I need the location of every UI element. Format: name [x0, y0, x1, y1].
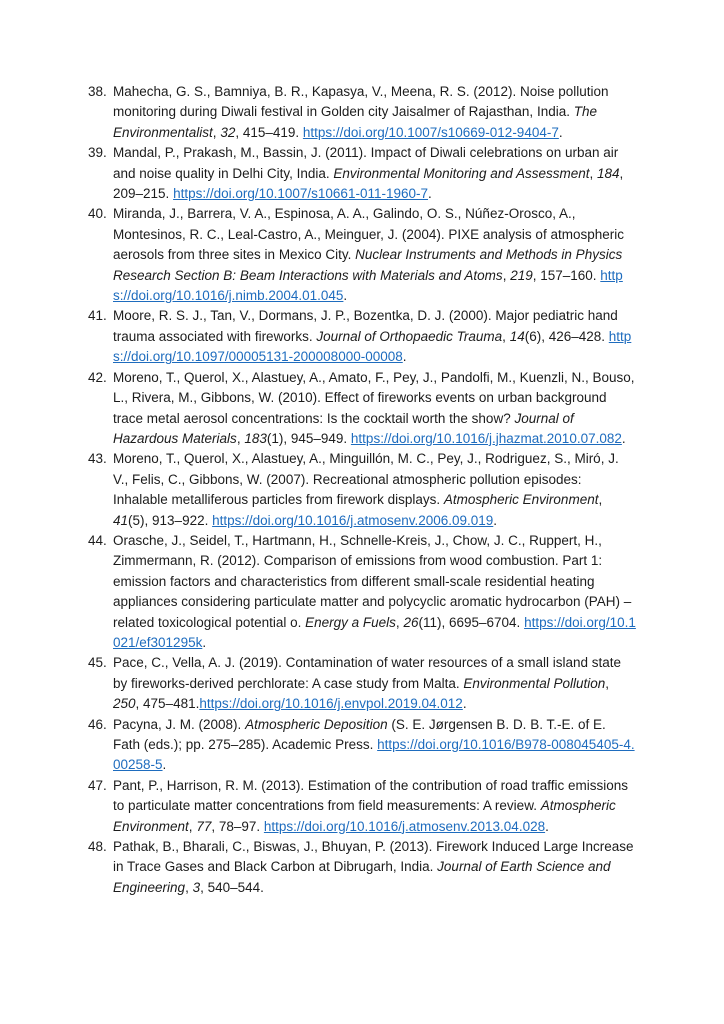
doi-link[interactable]: https://doi.org/10.1007/s10661-011-1960-7: [173, 186, 429, 202]
text-segment: ,: [502, 267, 511, 283]
italic-text-segment: Atmospheric Deposition: [245, 716, 388, 732]
text-segment: .: [558, 124, 563, 140]
text-segment: ,: [605, 675, 610, 691]
text-segment: , 157–160.: [532, 267, 601, 283]
reference-item: [88, 776, 636, 837]
text-segment: Pathak, B., Bharali, C., Biswas, J., Bhuyan, P. (2013). Firework Induced Large Increase in Trace Gases and Black Carbon at Dibrugarh, India.: [113, 839, 634, 875]
text-segment: .: [621, 430, 626, 446]
text-segment: , 78–97.: [211, 818, 264, 834]
reference-text: [113, 370, 635, 446]
reference-item: [88, 143, 636, 204]
text-segment: .: [162, 757, 167, 773]
reference-number: 39.: [88, 145, 107, 161]
text-segment: Miranda, J., Barrera, V. A., Espinosa, A. A., Galindo, O. S., Núñez-Orosco, A., Montesinos, R. C., Leal-Castro, A., Meinguer, J. (2004). PIXE analysis of atmospheric aerosols from three sites in Mexico City.: [113, 206, 624, 263]
reference-text: [113, 308, 631, 364]
reference-number: 41.: [88, 308, 107, 324]
reference-item: [88, 531, 636, 653]
reference-number: 38.: [88, 84, 107, 99]
reference-item: [88, 306, 636, 367]
italic-text-segment: 183: [244, 430, 267, 446]
text-segment: , 540–544.: [200, 879, 264, 895]
italic-text-segment: Environmental Pollution: [463, 675, 606, 691]
text-segment: Mahecha, G. S., Bamniya, B. R., Kapasya, V., Meena, R. S. (2012). Noise pollution monitoring during Diwali festival in Golden city Jaisalmer of Rajasthan, India.: [113, 84, 609, 120]
doi-link[interactable]: https://doi.org/10.1007/s10669-012-9404-7: [302, 124, 559, 140]
text-segment: .: [493, 512, 498, 528]
text-segment: (11), 6695–6704.: [418, 614, 525, 630]
italic-text-segment: Journal of Hazardous Materials: [113, 410, 574, 446]
reference-item: [88, 837, 636, 898]
text-segment: (5), 913–922.: [128, 512, 213, 528]
reference-item: [88, 653, 636, 714]
italic-text-segment: 26: [403, 614, 419, 630]
text-segment: .: [428, 186, 432, 202]
text-segment: ,: [188, 818, 197, 834]
text-segment: ,: [502, 328, 510, 344]
reference-number: 48.: [88, 839, 107, 855]
reference-number: 43.: [88, 451, 107, 467]
reference-text: [113, 451, 619, 527]
doi-link[interactable]: https://doi.org/10.1016/j.atmosenv.2006.09.019: [212, 512, 494, 528]
reference-text: [113, 84, 609, 140]
text-segment: ,: [212, 124, 221, 140]
text-segment: .: [462, 696, 467, 712]
italic-text-segment: Atmospheric Environment: [443, 492, 599, 508]
text-segment: Orasche, J., Seidel, T., Hartmann, H., Schnelle-Kreis, J., Chow, J. C., Ruppert, H., Zimmermann, R. (2012). Comparison of emissions from wood combustion. Part 1: emission factors and characteristics from different small-scale residential heating appliances considering particulate matter and polycyclic aromatic hydrocarbon (PAH) – related toxicological potential o.: [113, 532, 632, 630]
text-segment: , 209–215.: [113, 165, 624, 202]
reference-number: 42.: [88, 369, 107, 385]
reference-text: [113, 778, 628, 834]
italic-text-segment: Atmospheric Environment: [113, 798, 616, 834]
doi-link[interactable]: https://doi.org/10.1016/j.atmosenv.2013.04.028: [263, 818, 546, 834]
italic-text-segment: 14: [509, 328, 525, 344]
italic-text-segment: Environmental Monitoring and Assessment: [333, 165, 590, 181]
text-segment: Moreno, T., Querol, X., Alastuey, A., Amato, F., Pey, J., Pandolfi, M., Kuenzli, N., Bouso, L., Rivera, M., Gibbons, W. (2010). Effect of fireworks events on urban background trace metal aerosol concentrations: Is the cocktail worth the show?: [113, 369, 635, 426]
doi-link[interactable]: https://doi.org/10.1097/00005131-200008000-00008: [113, 328, 632, 365]
text-segment: Pant, P., Harrison, R. M. (2013). Estimation of the contribution of road traffic emissions to particulate matter concentrations from field measurements: A review.: [113, 777, 628, 814]
reference-text: [113, 717, 635, 773]
text-segment: ,: [589, 165, 598, 181]
italic-text-segment: 184: [597, 165, 620, 181]
italic-text-segment: Journal of Orthopaedic Trauma: [316, 328, 503, 344]
italic-text-segment: 3: [192, 879, 201, 895]
doi-link[interactable]: https://doi.org/10.1016/j.envpol.2019.04.012: [199, 696, 463, 712]
italic-text-segment: Nuclear Instruments and Methods in Physics Research Section B: Beam Interactions with Materials and Atoms: [113, 247, 623, 283]
reference-number: 44.: [88, 532, 107, 548]
text-segment: ,: [185, 879, 193, 895]
reference-item: [88, 204, 636, 306]
text-segment: .: [343, 288, 348, 304]
text-segment: Pacyna, J. M. (2008).: [113, 716, 246, 732]
text-segment: Moore, R. S. J., Tan, V., Dormans, J. P., Bozentka, D. J. (2000). Major pediatric hand trauma associated with fireworks.: [113, 308, 618, 344]
text-segment: (S. E. Jørgensen B. D. B. T.-E. of E. Fath (eds.); pp. 275–285). Academic Press.: [113, 716, 606, 752]
italic-text-segment: 219: [510, 267, 533, 283]
text-segment: Moreno, T., Querol, X., Alastuey, A., Minguillón, M. C., Pey, J., Rodriguez, S., Miró, J. V., Felis, C., Gibbons, W. (2007). Recreational atmospheric pollution episodes: Inhalable metalliferous particles from firework displays.: [113, 451, 619, 508]
doi-link[interactable]: https://doi.org/10.1016/j.jhazmat.2010.07.082: [350, 430, 622, 446]
reference-item: [88, 368, 636, 450]
text-segment: , 475–481.: [135, 696, 200, 712]
reference-text: [113, 533, 636, 650]
text-segment: Pace, C., Vella, A. J. (2019). Contamination of water resources of a small island state by fireworks-derived perchlorate: A case study from Malta.: [113, 655, 621, 691]
italic-text-segment: 32: [220, 124, 236, 140]
reference-text: [113, 655, 621, 711]
text-segment: ,: [598, 492, 603, 508]
text-segment: ,: [395, 614, 404, 630]
text-segment: .: [202, 634, 207, 650]
reference-item: [88, 82, 636, 143]
italic-text-segment: Energy a Fuels: [305, 614, 396, 630]
reference-text: [113, 145, 623, 201]
text-segment: .: [545, 818, 549, 834]
reference-item: [88, 715, 636, 776]
italic-text-segment: The Environmentalist: [113, 104, 597, 140]
reference-number: 47.: [88, 777, 107, 793]
text-segment: ,: [236, 430, 245, 446]
reference-text: [113, 206, 624, 303]
reference-number: 40.: [88, 206, 107, 222]
reference-number: 45.: [88, 655, 107, 671]
text-segment: , 415–419.: [235, 124, 303, 140]
reference-text: [113, 839, 634, 895]
text-segment: (6), 426–428.: [524, 328, 609, 344]
doi-link[interactable]: https://doi.org/10.1016/B978-008045405-4.00258-5: [113, 737, 635, 773]
doi-link[interactable]: https://doi.org/10.1016/j.nimb.2004.01.045: [113, 267, 623, 304]
doi-link[interactable]: https://doi.org/10.1021/ef301295k: [113, 614, 636, 650]
text-segment: Mandal, P., Prakash, M., Bassin, J. (2011). Impact of Diwali celebrations on urban air and noise quality in Delhi City, India.: [113, 145, 619, 181]
reference-number: 46.: [88, 716, 107, 732]
reference-item: [88, 449, 636, 531]
text-segment: .: [402, 349, 407, 365]
italic-text-segment: 77: [196, 818, 212, 834]
italic-text-segment: Journal of Earth Science and Engineering: [113, 859, 611, 895]
reference-list: [88, 82, 636, 898]
text-segment: (1), 945–949.: [266, 430, 351, 446]
italic-text-segment: 250: [113, 696, 136, 712]
italic-text-segment: 41: [113, 512, 129, 528]
